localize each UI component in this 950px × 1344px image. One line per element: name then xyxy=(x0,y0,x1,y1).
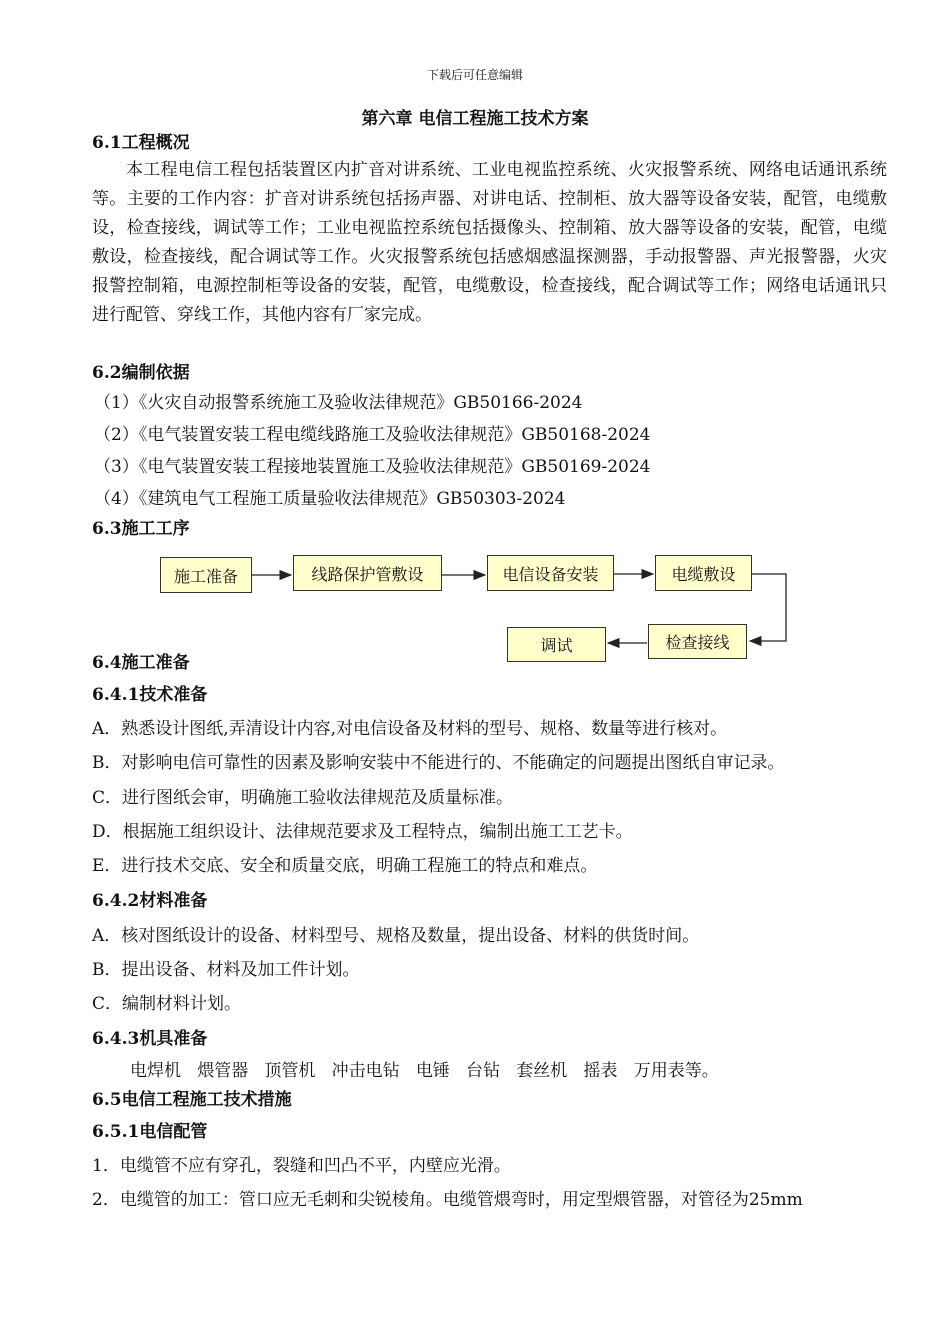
list-item: 2．电缆管的加工：管口应无毛刺和尖锐棱角。电缆管煨弯时，用定型煨管器，对管径为25mm xyxy=(92,1190,803,1210)
list-item: B．对影响电信可靠性的因素及影响安装中不能进行的、不能确定的问题提出图纸自审记录。 xyxy=(92,753,785,773)
section-6-1-paragraph: 本工程电信工程包括装置区内扩音对讲系统、工业电视监控系统、火灾报警系统、网络电话通讯系统等。主要的工作内容：扩音对讲系统包括扬声器、对讲电话、控制柜、放大器等设备安装，配管，电缆敷设，检查接线，调试等工作；工业电视监控系统包括摄像头、控制箱、放大器等设备的安装，配管，电缆敷设，检查接线，配合调试等工作。火灾报警系统包括感烟感温探测器，手动报警器、声光报警器，火灾报警控制箱，电源控制柜等设备的安装，配管，电缆敷设，检查接线，配合调试等工作；网络电话通讯只进行配管、穿线工作，其他内容有厂家完成。 xyxy=(92,160,887,325)
flow-step-cable-laying: 电缆敷设 xyxy=(655,555,752,591)
section-heading-6-4-1: 6.4.1技术准备 xyxy=(92,685,208,705)
flow-step-conduit-laying: 线路保护管敷设 xyxy=(293,555,442,591)
list-item: D．根据施工组织设计、法律规范要求及工程特点，编制出施工工艺卡。 xyxy=(92,822,633,842)
list-item: C．进行图纸会审，明确施工验收法律规范及质量标准。 xyxy=(92,788,514,808)
section-heading-6-4-2: 6.4.2材料准备 xyxy=(92,891,208,911)
list-item: A．核对图纸设计的设备、材料型号、规格及数量，提出设备、材料的供货时间。 xyxy=(92,926,700,946)
flow-step-wiring-check: 检查接线 xyxy=(648,624,747,659)
section-heading-6-4: 6.4施工准备 xyxy=(92,653,190,673)
section-heading-6-5-1: 6.5.1电信配管 xyxy=(92,1122,208,1142)
list-item: C．编制材料计划。 xyxy=(92,994,242,1014)
flow-step-commissioning: 调试 xyxy=(507,627,606,662)
section-heading-6-1: 6.1工程概况 xyxy=(92,133,190,153)
section-heading-6-4-3: 6.4.3机具准备 xyxy=(92,1029,208,1049)
list-item: A．熟悉设计图纸,弄清设计内容,对电信设备及材料的型号、规格、数量等进行核对。 xyxy=(92,719,728,739)
tools-list: 电焊机 煨管器 顶管机 冲击电钻 电锤 台钻 套丝机 摇表 万用表等。 xyxy=(130,1061,719,1081)
section-heading-6-2: 6.2编制依据 xyxy=(92,363,190,383)
reference-item: （1）《火灾自动报警系统施工及验收法律规范》GB50166-2024 xyxy=(94,393,583,413)
reference-item: （2）《电气装置安装工程电缆线路施工及验收法律规范》GB50168-2024 xyxy=(94,425,651,445)
reference-item: （3）《电气装置安装工程接地装置施工及验收法律规范》GB50169-2024 xyxy=(94,457,651,477)
flow-step-construction-prep: 施工准备 xyxy=(160,557,252,593)
list-item: E．进行技术交底、安全和质量交底，明确工程施工的特点和难点。 xyxy=(92,856,598,876)
list-item: B．提出设备、材料及加工件计划。 xyxy=(92,960,360,980)
chapter-title: 第六章 电信工程施工技术方案 xyxy=(361,109,589,129)
section-heading-6-3: 6.3施工工序 xyxy=(92,519,190,539)
reference-item: （4）《建筑电气工程施工质量验收法律规范》GB50303-2024 xyxy=(94,489,566,509)
flow-step-equipment-install: 电信设备安装 xyxy=(487,555,614,591)
list-item: 1．电缆管不应有穿孔，裂缝和凹凸不平，内壁应光滑。 xyxy=(92,1156,511,1176)
section-heading-6-5: 6.5电信工程施工技术措施 xyxy=(92,1090,292,1110)
flow-arrow xyxy=(750,574,786,641)
page-header: 下载后可任意编辑 xyxy=(426,68,523,82)
